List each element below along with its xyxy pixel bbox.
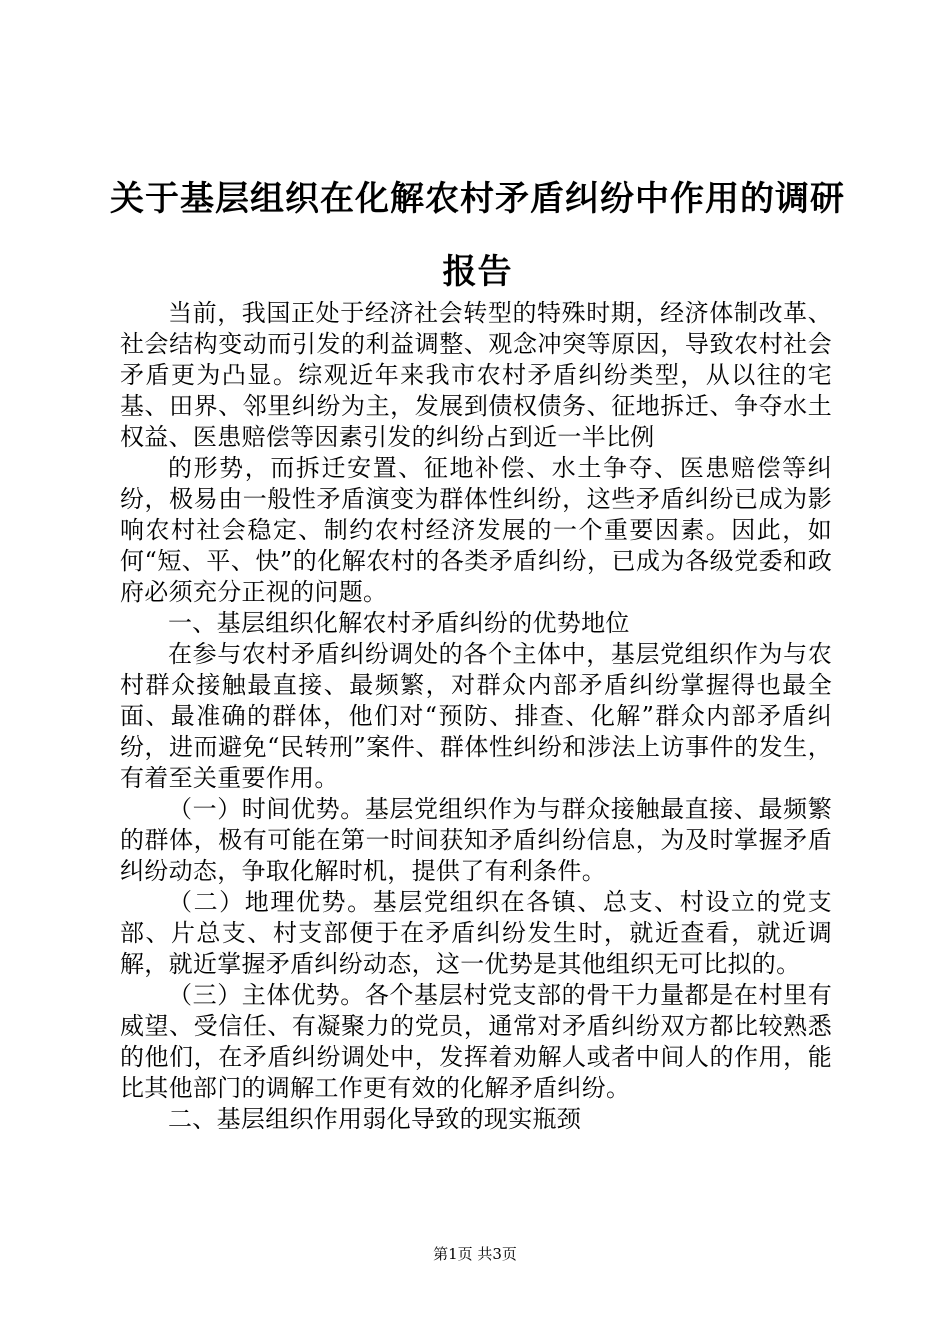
paragraph: 当前，我国正处于经济社会转型的特殊时期，经济体制改革、社会结构变动而引发的利益调整、观念冲突等原因，导致农村社会矛盾更为凸显。综观近年来我市农村矛盾纠纷类型，从以往的宅基、田界、邻里纠纷为主，发展到债权债务、征地拆迁、争夺水土权益、医患赔偿等因素引发的纠纷占到近一半比例 <box>120 299 832 451</box>
paragraph: 的形势，而拆迁安置、征地补偿、水土争夺、医患赔偿等纠纷，极易由一般性矛盾演变为群体性纠纷，这些矛盾纠纷已成为影响农村社会稳定、制约农村经济发展的一个重要因素。因此，如何“短、平、快”的化解农村的各类矛盾纠纷，已成为各级党委和政府必须充分正视的问题。 <box>120 454 832 606</box>
paragraph: （三）主体优势。各个基层村党支部的骨干力量都是在村里有威望、受信任、有凝聚力的党员，通常对矛盾纠纷双方都比较熟悉的他们，在矛盾纠纷调处中，发挥着劝解人或者中间人的作用，能比其他部门的调解工作更有效的化解矛盾纠纷。 <box>120 981 832 1102</box>
paragraph: 在参与农村矛盾纠纷调处的各个主体中，基层党组织作为与农村群众接触最直接、最频繁，对群众内部矛盾纠纷掌握得也最全面、最准确的群体，他们对“预防、排查、化解”群众内部矛盾纠纷，进而避免“民转刑”案件、群体性纠纷和涉法上访事件的发生，有着至关重要作用。 <box>120 640 832 792</box>
paragraph: （一）时间优势。基层党组织作为与群众接触最直接、最频繁的群体，极有可能在第一时间获知矛盾纠纷信息，为及时掌握矛盾纠纷动态，争取化解时机，提供了有利条件。 <box>120 795 832 885</box>
paragraph: （二）地理优势。基层党组织在各镇、总支、村设立的党支部、片总支、村支部便于在矛盾纠纷发生时，就近查看，就近调解，就近掌握矛盾纠纷动态，这一优势是其他组织无可比拟的。 <box>120 888 832 978</box>
section-heading: 一、基层组织化解农村矛盾纠纷的优势地位 <box>168 609 630 637</box>
document-title: 关于基层组织在化解农村矛盾纠纷中作用的调研报告 <box>110 179 845 292</box>
section-heading: 二、基层组织作用弱化导致的现实瓶颈 <box>168 1105 582 1133</box>
page-number: 第1页 共3页 <box>433 1245 517 1263</box>
document-body <box>120 298 832 1135</box>
